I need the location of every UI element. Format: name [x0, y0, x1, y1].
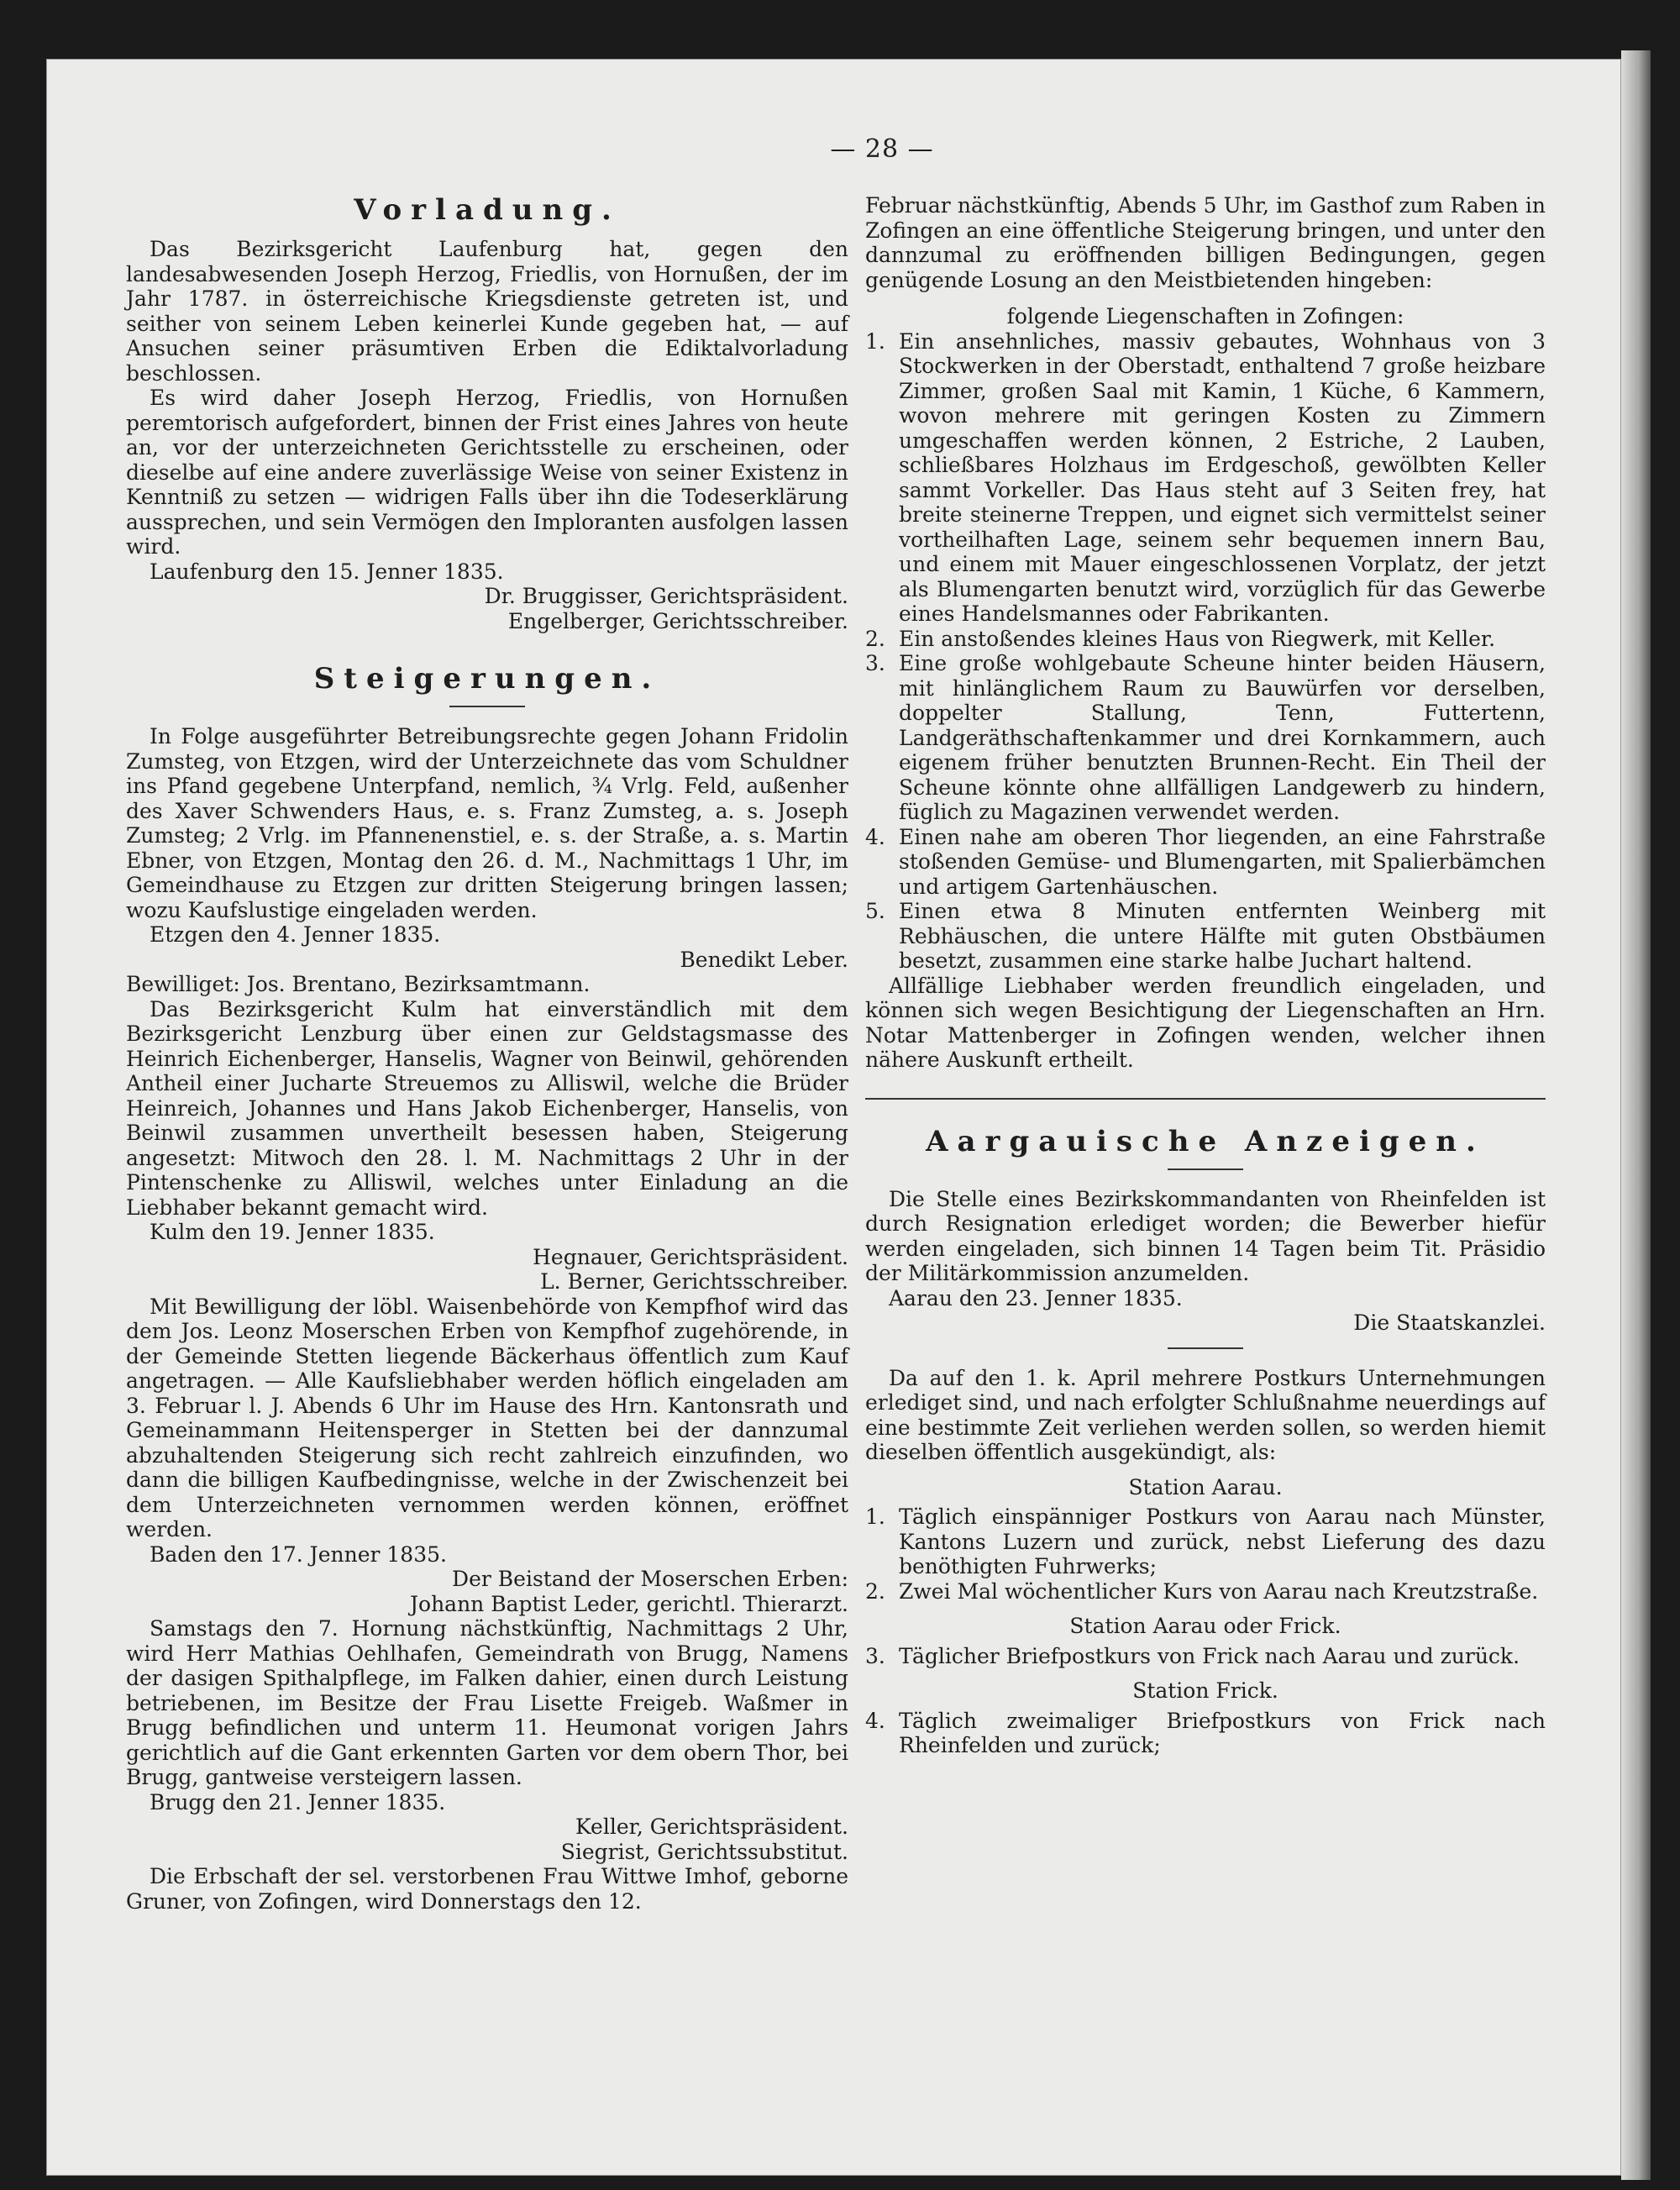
left-column	[126, 193, 848, 1914]
list-item	[865, 329, 1546, 627]
anzeige-2-body: Da auf den 1. k. April mehrere Postkurs Unternehmungen erlediget sind, und nach erfolgter Schlußnahme neuerdings auf eine bestimmte Zeit verliehen werden sollen, so werden hiemit dieselben öffentlich ausgekündigt, als:	[865, 1365, 1546, 1464]
postkurs-list-frick	[865, 1709, 1546, 1758]
list-item-number: 3.	[865, 651, 885, 675]
steigerung-2-body: Das Bezirksgericht Kulm hat einverständlich mit dem Bezirksgericht Lenzburg über einen zur Geldstagsmasse des Heinrich Eichenberger, Hanselis, Wagner von Beinwil, gehörenden Antheil einer Jucharte Streuemos zu Alliswil, welche die Brüder Heinreich, Johannes und Hans Jakob Eichenberger, Hanselis, von Beinwil zusammen unvertheilt besessen haben, Steigerung angesetzt: Mitwoch den 28. l. M. Nachmittags 2 Uhr in der Pintenschenke zu Alliswil, welches unter Einladung an die Liebhaber bekannt gemacht wird.	[126, 996, 848, 1220]
list-item-text: Täglicher Briefpostkurs von Frick nach Aarau und zurück.	[899, 1643, 1520, 1668]
station-heading-aarau-frick: Station Aarau oder Frick.	[1069, 1614, 1341, 1638]
list-item-number: 3.	[865, 1643, 885, 1668]
list-item-text: Zwei Mal wöchentlicher Kurs von Aarau nach Kreutzstraße.	[899, 1578, 1539, 1604]
divider	[449, 706, 525, 707]
list-item	[865, 1579, 1546, 1604]
steigerung-4-signature-1: Keller, Gerichtspräsident.	[575, 1814, 848, 1839]
list-item-number: 4.	[865, 824, 885, 849]
page-number: — 28 —	[830, 134, 934, 164]
steigerung-1-date: Etzgen den 4. Jenner 1835.	[150, 922, 441, 947]
list-item-text: Täglich zweimaliger Briefpostkurs von Frick nach Rheinfelden und zurück;	[899, 1708, 1546, 1757]
station-heading-aarau: Station Aarau.	[1128, 1474, 1283, 1499]
steigerung-3-signature-2: Johann Baptist Leder, gerichtl. Thierarzt.	[410, 1591, 848, 1616]
vorladung-body: Das Bezirksgericht Laufenburg hat, gegen den landesabwesenden Joseph Herzog, Friedlis, von Hornußen, der im Jahr 1787. in österreichische Kriegsdienste getreten ist, und seither von seinem Leben keinerlei Kunde gegeben hat, — auf Ansuchen seiner präsumtiven Erben die Ediktalvorladung beschlossen.	[126, 237, 848, 386]
divider	[1168, 1169, 1243, 1170]
list-item	[865, 1709, 1546, 1758]
list-item-number: 4.	[865, 1708, 885, 1733]
anzeige-1-signature: Die Staatskanzlei.	[1353, 1310, 1546, 1335]
steigerung-3-date: Baden den 17. Jenner 1835.	[150, 1541, 447, 1567]
divider	[1168, 1347, 1243, 1349]
list-item-text: Täglich einspänniger Postkurs von Aarau nach Münster, Kantons Luzern und zurück, nebst Lieferung des dazu benöthigten Fuhrwerks;	[899, 1505, 1546, 1578]
anzeige-1-date: Aarau den 23. Jenner 1835.	[889, 1285, 1183, 1310]
list-item	[865, 825, 1546, 900]
steigerung-5-body: Die Erbschaft der sel. verstorbenen Frau Wittwe Imhof, geborne Gruner, von Zofingen, wird Donnerstags den 12.	[126, 1864, 848, 1914]
list-item	[865, 627, 1546, 652]
section-divider	[865, 1098, 1546, 1100]
steigerung-2-signature-1: Hegnauer, Gerichtspräsident.	[533, 1244, 848, 1269]
steigerung-1-signature: Benedikt Leber.	[680, 947, 848, 972]
vorladung-date: Laufenburg den 15. Jenner 1835.	[150, 559, 504, 584]
anzeige-1-body: Die Stelle eines Bezirkskommandanten von Rheinfelden ist durch Resignation erlediget worden; die Bewerber hiefür werden eingeladen, sich binnen 14 Tagen beim Tit. Präsidio der Militärkommission anzumelden.	[865, 1186, 1546, 1285]
steigerung-4-signature-2: Siegrist, Gerichtssubstitut.	[560, 1839, 848, 1864]
steigerung-3-signature-1: Der Beistand der Moserschen Erben:	[452, 1567, 848, 1591]
steigerung-3-body: Mit Bewilligung der löbl. Waisenbehörde von Kempfhof wird das dem Jos. Leonz Moserschen Erben von Kempfhof zugehörende, in der Gemeinde Stetten liegende Bäckerhaus öffentlich zum Kauf angetragen. — Alle Kaufsliebhaber werden höflich eingeladen am 3. Februar l. J. Abends 6 Uhr im Hause des Hrn. Kantonsrath und Gemeinammann Heitensperger in Stetten bei der dannzumal abzuhaltenden Steigerung sich recht zahlreich einzufinden, wo dann die billigen Kaufbedingnisse, welche in der Zwischenzeit bei dem Unterzeichneten vernommen werden können, eröffnet werden.	[126, 1294, 848, 1541]
steigerung-5-continued: Februar nächstkünftig, Abends 5 Uhr, im Gasthof zum Raben in Zofingen an eine öffentliche Steigerung bringen, und unter den dannzumal zu eröffnenden billigen Bedingungen, gegen genügende Losung an den Meistbietenden hingeben:	[865, 193, 1546, 292]
station-heading-frick: Station Frick.	[1132, 1678, 1278, 1703]
vorladung-signature-2: Engelberger, Gerichtsschreiber.	[507, 608, 848, 633]
list-item-number: 2.	[865, 626, 885, 651]
list-item-number: 1.	[865, 1505, 885, 1529]
list-item-text: Einen nahe am oberen Thor liegenden, an eine Fahrstraße stoßenden Gemüse- und Blumengarten, mit Spalierbämchen und artigem Gartenhäuschen.	[899, 824, 1546, 899]
list-item-text: Ein ansehnliches, massiv gebautes, Wohnhaus von 3 Stockwerken in der Oberstadt, enthaltend 7 große heizbare Zimmer, großen Saal mit Kamin, 1 Küche, 6 Kammern, wovon mehrere mit geringen Kosten zu Zimmern umgeschaffen werden können, 2 Estriche, 2 Lauben, schließbares Holzhaus im Erdgeschoß, gewölbten Keller sammt Vorkeller. Das Haus steht auf 3 Seiten frey, hat breite steinerne Treppen, und eignet sich vermittelst seiner vortheilhaften Lage, seinem sehr bequemen innern Bau, und einem mit Mauer eingeschlossenen Vorplatz, der jetzt als Blumengarten benutzt wird, vorzüglich für das Gewerbe eines Handelsmannes oder Fabrikanten.	[899, 328, 1546, 626]
list-item	[865, 1505, 1546, 1579]
postkurs-list-aarau	[865, 1505, 1546, 1604]
list-item-number: 5.	[865, 899, 885, 923]
heading-aargauische-anzeigen: Aargauische Anzeigen.	[926, 1124, 1485, 1158]
list-item-text: Ein anstoßendes kleines Haus von Riegwerk, mit Keller.	[899, 626, 1496, 651]
list-item-number: 2.	[865, 1578, 885, 1604]
property-list	[865, 329, 1546, 974]
steigerung-1-body: In Folge ausgeführter Betreibungsrechte gegen Johann Fridolin Zumsteg, von Etzgen, wird der Unterzeichnete das vom Schuldner ins Pfand gegebene Unterpfand, nemlich, ¾ Vrlg. Feld, außenher des Xaver Schwenders Haus, e. s. Franz Zumsteg, a. s. Joseph Zumsteg; 2 Vrlg. im Pfannenenstiel, e. s. der Straße, a. s. Martin Ebner, von Etzgen, Montag den 26. d. M., Nachmittags 1 Uhr, im Gemeindhause zu Etzgen zur dritten Steigerung bringen lassen; wozu Kaufslustige eingeladen werden.	[126, 724, 848, 922]
list-item-text: Eine große wohlgebaute Scheune hinter beiden Häusern, mit hinlänglichem Raum zu Bauwürfen vor derselben, doppelter Stallung, Tenn, Futtertenn, Landgeräthschaftenkammer und drei Kornkammern, auch eigenem früher benutzten Brunnen-Recht. Ein Theil der Scheune könnte ohne allfälligen Landgewerb zu hindern, füglich zu Magazinen verwendet werden.	[899, 651, 1546, 824]
postkurs-list-aarau-frick	[865, 1644, 1546, 1669]
steigerung-2-signature-2: L. Berner, Gerichtsschreiber.	[540, 1269, 848, 1294]
right-column	[865, 193, 1546, 1758]
list-item	[865, 899, 1546, 974]
steigerung-5-closing: Allfällige Liebhaber werden freundlich eingeladen, und können sich wegen Besichtigung der Liegenschaften an Hrn. Notar Mattenberger in Zofingen wenden, welcher ihnen nähere Auskunft ertheilt.	[865, 973, 1546, 1072]
steigerung-2-date: Kulm den 19. Jenner 1835.	[150, 1220, 435, 1244]
list-item	[865, 1644, 1546, 1669]
list-item	[865, 651, 1546, 825]
page-edge	[1621, 50, 1651, 2180]
vorladung-body-2: Es wird daher Joseph Herzog, Friedlis, von Hornußen peremtorisch aufgefordert, binnen der Frist eines Jahres von heute an, vor der unterzeichneten Gerichtsstelle zu erscheinen, oder dieselbe auf eine andere zuverlässige Weise von seiner Existenz in Kenntniß zu setzen — widrigen Falls über ihn die Todeserklärung aussprechen, und sein Vermögen den Imploranten ausfolgen lassen wird.	[126, 386, 848, 559]
steigerung-1-approval: Bewilliget: Jos. Brentano, Bezirksamtmann.	[126, 972, 591, 996]
list-item-number: 1.	[865, 328, 885, 354]
steigerung-4-date: Brugg den 21. Jenner 1835.	[150, 1789, 446, 1814]
list-item-text: Einen etwa 8 Minuten entfernten Weinberg mit Rebhäuschen, die untere Hälfte mit guten Obstbäumen besetzt, zusammen eine starke halbe Juchart haltend.	[899, 899, 1546, 973]
heading-vorladung: Vorladung.	[354, 193, 621, 227]
property-list-intro: folgende Liegenschaften in Zofingen:	[1006, 304, 1404, 328]
vorladung-signature-1: Dr. Bruggisser, Gerichtspräsident.	[484, 584, 848, 608]
heading-steigerungen: Steigerungen.	[313, 662, 661, 696]
steigerung-4-body: Samstags den 7. Hornung nächstkünftig, Nachmittags 2 Uhr, wird Herr Mathias Oehlhafen, Gemeindrath von Brugg, Namens der dasigen Spithalpflege, im Falken dahier, einen durch Leistung betriebenen, im Besitze der Frau Lisette Freigeb. Waßmer in Brugg befindlichen und unterm 11. Heumonat vorigen Jahrs gerichtlich auf die Gant erkennten Garten vor dem obern Thor, bei Brugg, gantweise versteigern lassen.	[126, 1616, 848, 1789]
